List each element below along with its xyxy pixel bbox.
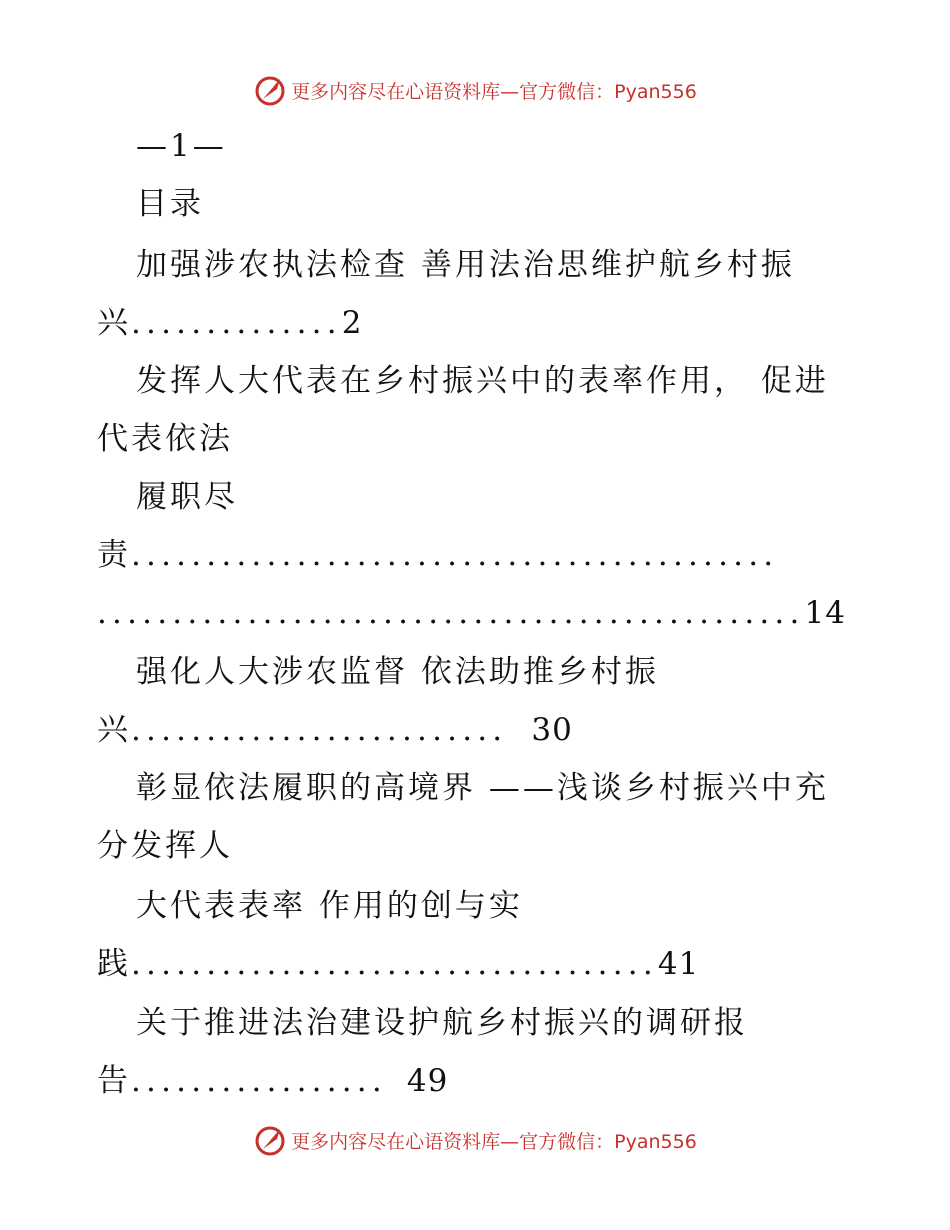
- toc-entry-title-cont: 代表依法: [97, 421, 233, 457]
- toc-page-number: 2: [341, 305, 363, 341]
- page-number: —1—: [136, 128, 227, 164]
- toc-entry-title: 关于推进法治建设护航乡村振兴的调研报: [136, 1005, 748, 1041]
- toc-entry-title: 强化人大涉农监督 依法助推乡村振: [136, 654, 659, 690]
- toc-heading: 目录: [136, 186, 204, 222]
- header-watermark-banner: [0, 70, 950, 110]
- toc-entry-title: 加强涉农执法检查 善用法治思维护航乡村振: [136, 247, 795, 283]
- banner-text: 更多内容尽在心语资料库—官方微信：Pyan556: [291, 1130, 697, 1153]
- toc-entry-leader-cont: ...............................................14: [97, 595, 846, 631]
- toc-entry-leader: 践...................................41: [97, 946, 700, 982]
- quill-seal-icon: [253, 1123, 287, 1157]
- banner-text: 更多内容尽在心语资料库—官方微信：Pyan556: [291, 80, 697, 103]
- toc-entry-title: 发挥人大代表在乡村振兴中的表率作用， 促进: [136, 363, 829, 399]
- footer-watermark-banner: [0, 1120, 950, 1160]
- toc-page-number: 49: [406, 1063, 449, 1099]
- toc-entry-leader: 兴......................... 30: [97, 712, 573, 748]
- toc-entry-title: 彰显依法履职的高境界 ——浅谈乡村振兴中充: [136, 770, 829, 806]
- quill-seal-icon: [253, 73, 287, 107]
- toc-page-number: 30: [531, 712, 573, 748]
- toc-page-number: 14: [804, 595, 846, 631]
- toc-entry-title-cont: 履职尽: [136, 479, 238, 515]
- toc-entry-leader: 兴..............2: [97, 305, 363, 341]
- toc-page-number: 41: [657, 946, 700, 982]
- toc-entry-title-cont: 分发挥人: [97, 828, 233, 864]
- toc-entry-leader: 告................. 49: [97, 1063, 449, 1099]
- toc-entry-title-cont: 大代表表率 作用的创与实: [136, 888, 523, 924]
- toc-entry-leader: 责...........................................: [97, 537, 779, 573]
